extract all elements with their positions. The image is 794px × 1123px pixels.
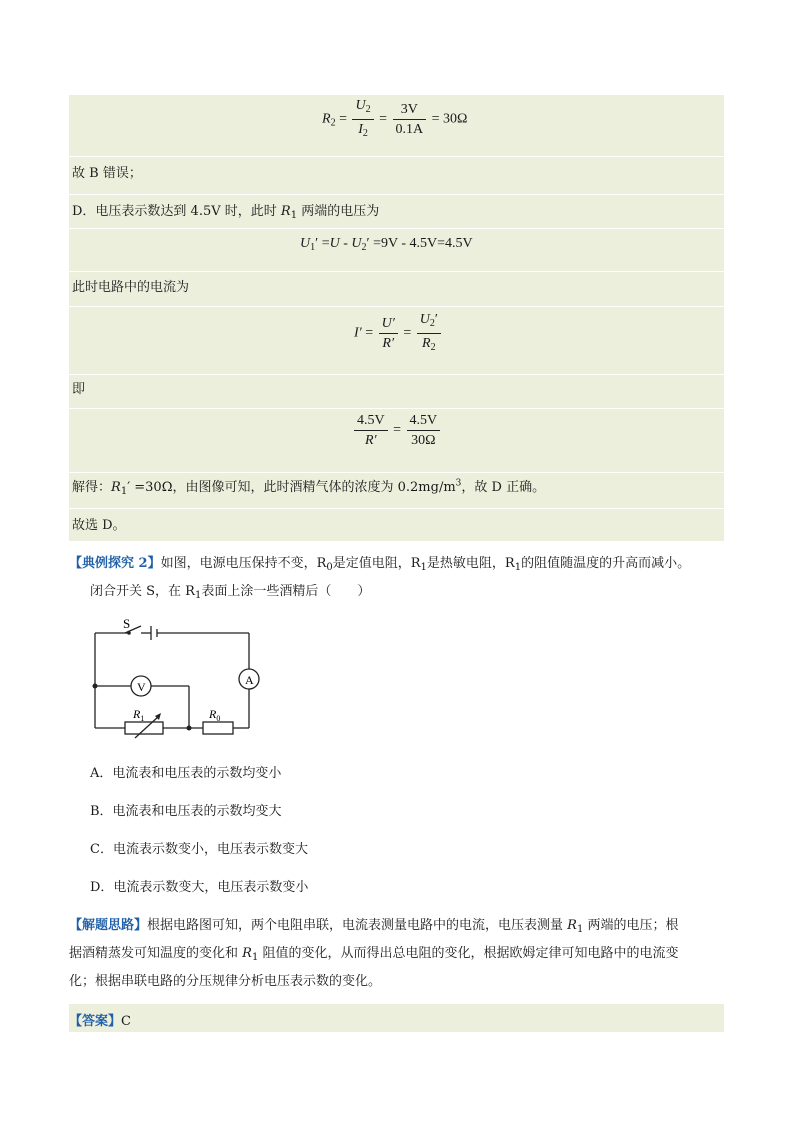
answer-tag: 【答案】 (69, 1014, 122, 1029)
row-divider (69, 472, 724, 473)
equation-u1: $U_1' =U - U_2' =9V - 4.5V=4.5V$ (300, 236, 473, 253)
row-divider (69, 306, 724, 307)
example-question-line2: 闭合开关 S，在 $R_1$表面上涂一些酒精后（ ） (90, 584, 371, 601)
r0-label: $R_0$ (209, 707, 221, 723)
analysis-line3: 化；根据串联电路的分压规律分析电压表示数的变化。 (69, 974, 382, 989)
example-question-line1: 【典例探究 2】如图，电源电压保持不变，$R_0$是定值电阻，$R_1$是热敏电阻，$R_1$的阻值随温度的升高而减小。 (69, 556, 691, 573)
text-b-wrong: 故 B 错误； (72, 166, 142, 181)
row-divider (69, 194, 724, 195)
analysis-line1: 【解题思路】根据电路图可知，两个电阻串联，电流表测量电路中的电流，电压表测量 $R_1$ 两端的电压；根 (69, 918, 679, 935)
analysis-line2: 据酒精蒸发可知温度的变化和 $R_1$ 阻值的变化，从而得出总电阻的变化，根据欧姆定律可知电路中的电流变 (69, 946, 679, 963)
text-current: 此时电路中的电流为 (72, 280, 190, 295)
answer-box (69, 1004, 724, 1032)
voltmeter-label: V (137, 680, 146, 694)
switch-pivot (127, 631, 131, 635)
junction-dot (187, 726, 192, 731)
answer-line (69, 1010, 131, 1029)
equation-ratio: $\frac{4.5V}{R'}$ = $\frac{4.5V}{30\Omega}$ (352, 412, 442, 449)
option-d[interactable]: D．电流表示数变大，电压表示数变小 (90, 880, 309, 895)
row-divider (69, 374, 724, 375)
ammeter-label: A (245, 673, 254, 687)
row-divider (69, 408, 724, 409)
r1-label: $R_1$ (133, 707, 145, 723)
analysis-tag: 【解题思路】 (69, 918, 148, 933)
option-c[interactable]: C．电流表示数变小，电压表示数变大 (90, 842, 308, 857)
text-d-voltage: D．电压表示数达到 4.5V 时，此时 $R_1$ 两端的电压为 (72, 204, 380, 221)
text-solve: 解得：$R_1' =30\Omega$，由图像可知，此时酒精气体的浓度为 $0.2mg/m^3$，故 D 正确。 (72, 478, 546, 497)
answer-value: C (121, 1014, 131, 1029)
row-divider (69, 228, 724, 229)
junction-dot (93, 684, 98, 689)
row-divider (69, 271, 724, 272)
example-tag: 【典例探究 2】 (69, 556, 161, 571)
row-divider (69, 508, 724, 509)
option-a[interactable]: A．电流表和电压表的示数均变小 (90, 766, 282, 781)
circuit-diagram (85, 612, 265, 742)
equation-r2: $R_2$ = $\frac{U_2}{I_2}$ = $\frac{3V}{0.1A}$ = 30Ω (322, 98, 468, 139)
text-choose-d: 故选 D。 (72, 518, 126, 533)
equation-i: I′ = $\frac{U'}{R'}$ = $\frac{U_2'}{R_2}$ (354, 311, 443, 356)
switch-label: S (123, 616, 131, 631)
row-divider (69, 156, 724, 157)
option-b[interactable]: B．电流表和电压表的示数均变大 (90, 804, 282, 819)
text-ji: 即 (72, 382, 86, 397)
